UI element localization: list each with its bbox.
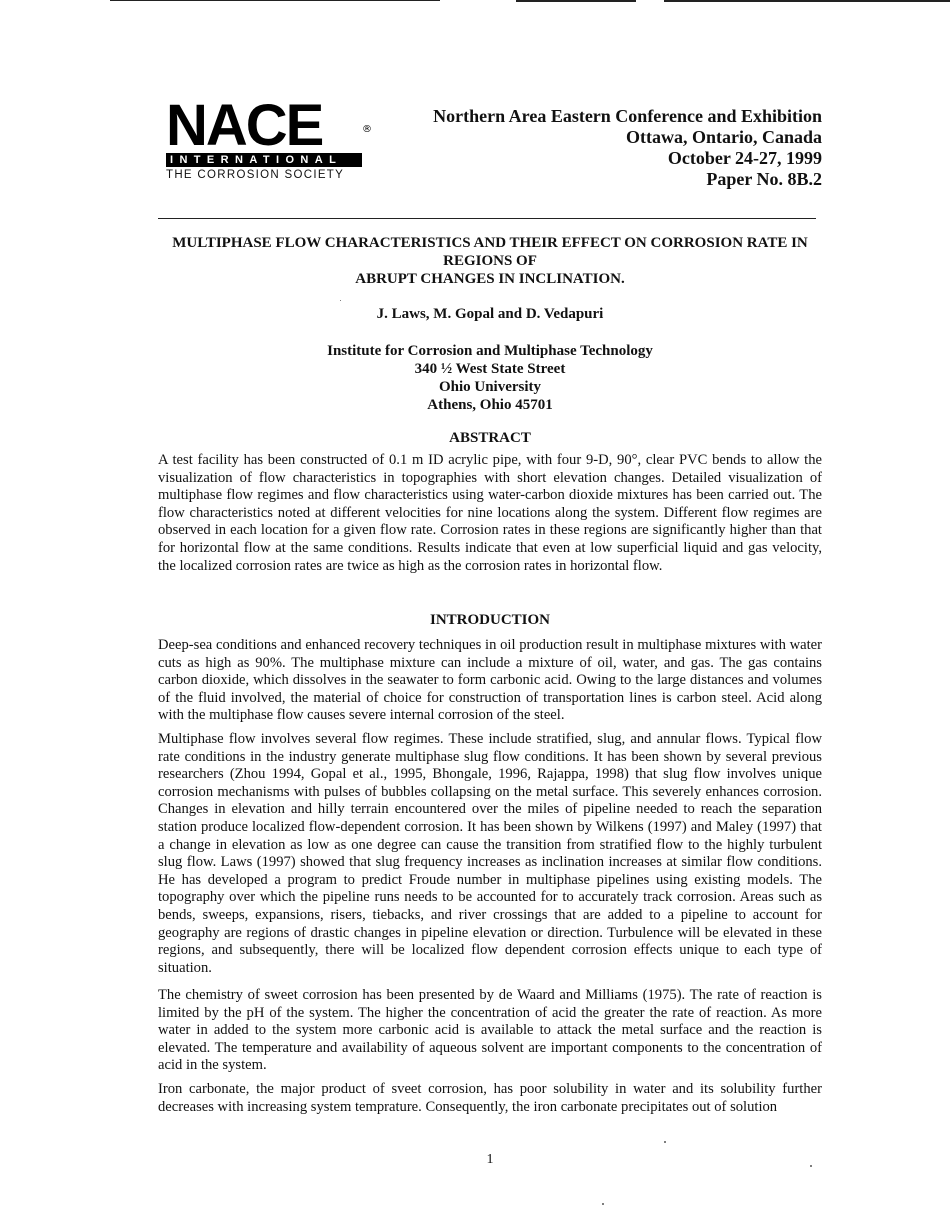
introduction-heading: INTRODUCTION	[429, 612, 550, 628]
intro-paragraph-1: Deep-sea conditions and enhanced recovery techniques in oil production result in multiphase mixtures with water cuts as high as 90%. The multiphase mixture can include a mixture of oil, water, and gas. The gas contains carbon dioxide, which dissolves in the seawater to form carbonic acid. Owing to the large distances and volumes of the fluid involved, the material of choice for construction of transportation lines is carbon steel. Acid along with the multiphase flow causes severe internal corrosion of the steel.	[158, 637, 822, 724]
scan-edge-line	[664, 0, 950, 2]
paper-title	[150, 234, 830, 288]
intro-paragraph-2: Multiphase flow involves several flow regimes. These include stratified, slug, and annular flows. Typical flow rate conditions in the industry generate multiphase slug flow conditions. It has been shown by several previous researchers (Zhou 1994, Gopal et al., 1995, Bhongale, 1996, Rajappa, 1998) that slug flow involves unique corrosion mechanisms with pulses of bubbles collapsing on the metal surface. This severely enhances corrosion. Changes in elevation and hilly terrain encountered over the miles of pipeline needed to reach the separation station produce localized flow-dependent corrosion. It has been shown by Wilkens (1997) and Maley (1997) that a change in elevation as low as one degree can cause the transition from stratified flow to the highly turbulent slug flow. Laws (1997) showed that slug frequency increases as inclination increases at similar flow conditions. He has developed a program to predict Froude number in multiphase pipelines using existing models. The topography over which the pipeline runs needs to be accounted for to accurately track corrosion. Areas such as bends, sweeps, expansions, risers, tiebacks, and river crossings that are added to a pipeline to account for geography are regions of drastic changes in pipeline elevation or direction. Turbulence will be elevated in these regions, and subsequently, there will be localized flow dependent corrosion effects unique to each type of situation.	[158, 731, 822, 976]
scan-speck	[602, 1203, 604, 1205]
logo-tagline: THE CORROSION SOCIETY	[166, 169, 345, 181]
affiliation	[150, 342, 830, 414]
page-number: 1	[486, 1152, 494, 1167]
registered-mark: ®	[362, 124, 372, 135]
scan-speck	[340, 300, 341, 301]
affiliation-line: Institute for Corrosion and Multiphase Technology	[327, 343, 653, 359]
conference-info	[433, 106, 822, 190]
affiliation-line: 340 ½ West State Street	[414, 361, 566, 377]
header-divider	[158, 218, 816, 219]
logo-band: INTERNATIONAL	[166, 153, 362, 167]
affiliation-line: Ohio University	[438, 379, 542, 395]
logo-wordmark: NACE ®	[166, 93, 372, 158]
title-line: ABRUPT CHANGES IN INCLINATION.	[355, 271, 625, 287]
abstract-text: A test facility has been constructed of 0.1 m ID acrylic pipe, with four 9-D, 90°, clear PVC bends to allow the visualization of flow characteristics in topographies with short elevation changes. Detailed visualization of multiphase flow regimes and flow characteristics using water-carbon dioxide mixtures has been carried out. The flow characteristics noted at different velocities for nine locations along the system. Different flow regimes are observed in each location for a given flow rate. Corrosion rates in these regions are significantly higher than that for horizontal flow at the same conditions. Results indicate that even at low superficial liquid and gas velocity, the localized corrosion rates are twice as high as the corrosion rates in horizontal flow.	[158, 452, 822, 574]
scan-edge-line	[110, 0, 440, 1]
affiliation-line: Athens, Ohio 45701	[427, 397, 553, 413]
authors: J. Laws, M. Gopal and D. Vedapuri	[376, 306, 604, 322]
scan-edge-line	[516, 0, 636, 2]
scan-speck	[664, 1141, 666, 1143]
nace-logo	[166, 93, 376, 181]
conference-name: Northern Area Eastern Conference and Exhibition	[433, 106, 822, 126]
intro-paragraph-3: The chemistry of sweet corrosion has been presented by de Waard and Milliams (1975). The rate of reaction is limited by the pH of the system. The higher the concentration of acid the greater the rate of reaction. As more water in added to the system more carbonic acid is available to attack the metal surface and the reaction is elevated. The temperature and availability of aqueous solvent are important components to the concentration of acid in the system.	[158, 987, 822, 1074]
conference-location: Ottawa, Ontario, Canada	[625, 127, 822, 147]
abstract-heading: ABSTRACT	[449, 430, 531, 446]
paper-number: Paper No. 8B.2	[706, 169, 822, 189]
scan-speck	[810, 1165, 812, 1167]
intro-paragraph-4: Iron carbonate, the major product of sveet corrosion, has poor solubility in water and its solubility further decreases with increasing system temprature. Consequently, the iron carbonate precipitates out of solution	[158, 1081, 822, 1115]
title-line: MULTIPHASE FLOW CHARACTERISTICS AND THEIR EFFECT ON CORROSION RATE IN	[172, 235, 808, 251]
conference-date: October 24-27, 1999	[667, 148, 822, 168]
title-line: REGIONS OF	[443, 253, 537, 269]
